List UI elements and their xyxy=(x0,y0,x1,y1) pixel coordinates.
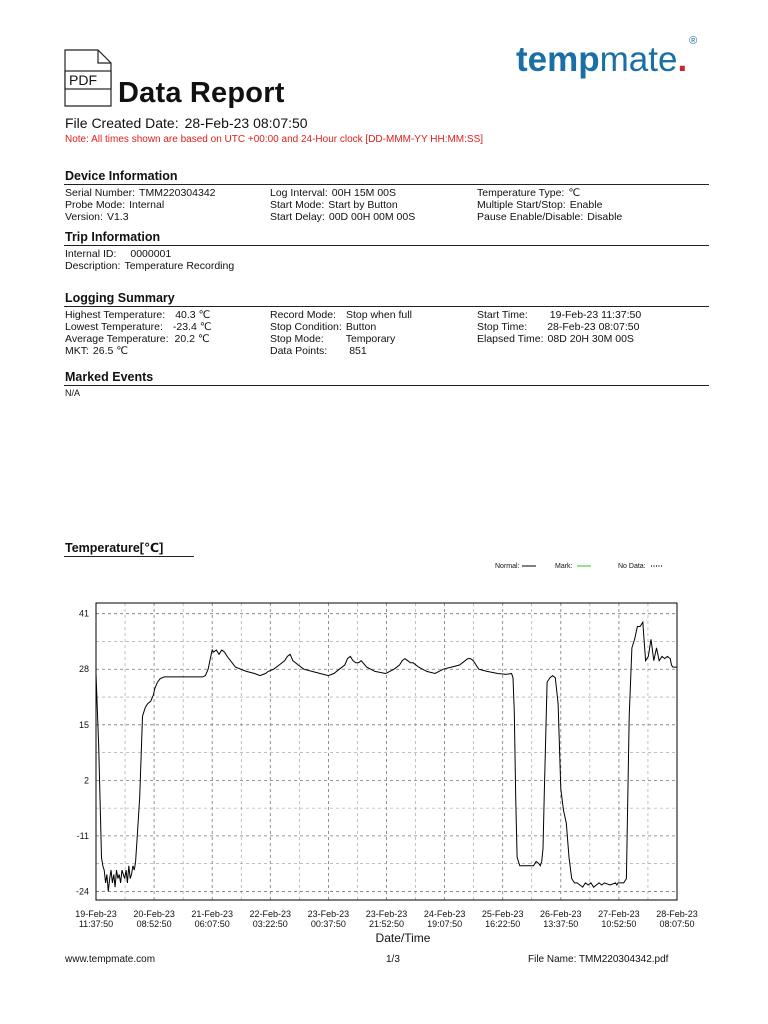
x-tick-date: 26-Feb-23 xyxy=(540,909,582,919)
field-record-mode: Record Mode: Stop when full xyxy=(270,309,412,321)
x-tick-date: 24-Feb-23 xyxy=(423,909,466,919)
field-log-interval: Log Interval: 00H 15M 00S xyxy=(270,187,397,199)
x-tick-time: 10:52:50 xyxy=(601,919,637,929)
field-stop-condition: Stop Condition: Button xyxy=(270,321,377,333)
field-highest-temperature: Highest Temperature: 40.3 ℃ xyxy=(65,309,211,321)
pdf-label: PDF xyxy=(69,72,97,88)
x-tick-date: 23-Feb-23 xyxy=(365,909,408,919)
x-tick-time: 03:22:50 xyxy=(252,919,288,929)
field-start-delay: Start Delay: 00D 00H 00M 00S xyxy=(270,211,416,223)
x-tick-date: 23-Feb-23 xyxy=(307,909,350,919)
x-tick-time: 19:07:50 xyxy=(427,919,463,929)
legend-normal xyxy=(495,563,537,570)
file-created-date xyxy=(65,115,308,131)
field-elapsed-time: Elapsed Time: 08D 20H 30M 00S xyxy=(477,333,634,345)
field-data-points: Data Points: 851 xyxy=(270,345,367,357)
field-internal-id: Internal ID: 0000001 xyxy=(65,248,172,260)
legend-normal-label: Normal: xyxy=(495,563,520,570)
x-tick-time: 06:07:50 xyxy=(194,919,230,929)
x-tick-date: 22-Feb-23 xyxy=(249,909,292,919)
x-tick-date: 20-Feb-23 xyxy=(133,909,175,919)
x-tick-date: 27-Feb-23 xyxy=(598,909,640,919)
section-rule xyxy=(64,306,709,307)
legend-no-data-label: No Data: xyxy=(618,563,646,570)
tempmate-logo xyxy=(516,35,698,80)
y-tick-label: 41 xyxy=(78,608,89,619)
field-lowest-temperature: Lowest Temperature: -23.4 ℃ xyxy=(65,321,212,333)
section-rule xyxy=(64,184,709,185)
x-tick-date: 25-Feb-23 xyxy=(481,909,524,919)
section-rule xyxy=(64,245,709,246)
section-rule xyxy=(64,385,709,386)
y-tick-label: -24 xyxy=(75,886,89,897)
x-tick-time: 13:37:50 xyxy=(543,919,579,929)
field-probe-mode: Probe Mode: Internal xyxy=(65,199,165,211)
legend-mark xyxy=(555,563,592,570)
timezone-note: Note: All times shown are based on UTC +00:00 and 24-Hour clock [DD-MMM-YY HH:MM:SS] xyxy=(65,134,484,145)
pdf-icon xyxy=(64,49,112,107)
field-stop-time: Stop Time: 28-Feb-23 08:07:50 xyxy=(477,321,640,333)
section-marked-events: Marked Events xyxy=(65,370,154,384)
x-axis-label: Date/Time xyxy=(375,931,431,945)
section-trip-information: Trip Information xyxy=(65,230,161,244)
x-tick-time: 11:37:50 xyxy=(78,919,114,929)
temperature-chart xyxy=(0,590,768,950)
x-tick-time: 00:37:50 xyxy=(310,919,346,929)
created-label: File Created Date: xyxy=(65,115,179,131)
footer-file-name: File Name: TMM220304342.pdf xyxy=(528,954,669,965)
x-tick-time: 21:52:50 xyxy=(368,919,405,929)
footer-website[interactable]: www.tempmate.com xyxy=(65,954,156,965)
field-mkt: MKT: 26.5 ℃ xyxy=(65,345,129,357)
field-multiple-start-stop: Multiple Start/Stop: Enable xyxy=(477,199,603,211)
created-value: 28-Feb-23 08:07:50 xyxy=(184,115,308,131)
section-logging-summary: Logging Summary xyxy=(65,291,175,305)
field-temperature-type: Temperature Type: ℃ xyxy=(477,187,581,199)
x-tick-date: 28-Feb-23 xyxy=(656,909,698,919)
field-description: Description: Temperature Recording xyxy=(65,260,235,272)
chart-title: Temperature[℃] xyxy=(65,541,164,555)
field-start-time: Start Time: 19-Feb-23 11:37:50 xyxy=(477,309,642,321)
y-tick-label: 28 xyxy=(78,664,89,675)
field-serial-number: Serial Number: TMM220304342 xyxy=(65,187,216,199)
field-pause-enable: Pause Enable/Disable: Disable xyxy=(477,211,623,223)
logo-bold: temp xyxy=(516,40,600,79)
x-tick-time: 08:07:50 xyxy=(659,919,695,929)
x-tick-date: 19-Feb-23 xyxy=(75,909,117,919)
logo-light: mate xyxy=(599,40,678,79)
registered-mark: ® xyxy=(689,35,698,48)
x-tick-date: 21-Feb-23 xyxy=(191,909,233,919)
chart-title-rule xyxy=(64,556,194,557)
y-tick-label: -11 xyxy=(76,830,89,841)
y-tick-label: 2 xyxy=(83,775,89,786)
field-version: Version: V1.3 xyxy=(65,211,129,223)
field-start-mode: Start Mode: Start by Button xyxy=(270,199,398,211)
footer-page-number: 1/3 xyxy=(386,954,400,965)
logo-dot: . xyxy=(677,40,688,79)
marked-events-value: N/A xyxy=(65,388,81,398)
field-stop-mode: Stop Mode: Temporary xyxy=(270,333,396,345)
x-tick-time: 16:22:50 xyxy=(485,919,521,929)
field-average-temperature: Average Temperature: 20.2 ℃ xyxy=(65,333,210,345)
section-device-information: Device Information xyxy=(65,169,178,183)
x-tick-time: 08:52:50 xyxy=(136,919,172,929)
page-title: Data Report xyxy=(118,77,285,109)
legend-no-data xyxy=(618,563,664,570)
legend-mark-label: Mark: xyxy=(555,563,573,570)
y-tick-label: 15 xyxy=(78,719,89,730)
